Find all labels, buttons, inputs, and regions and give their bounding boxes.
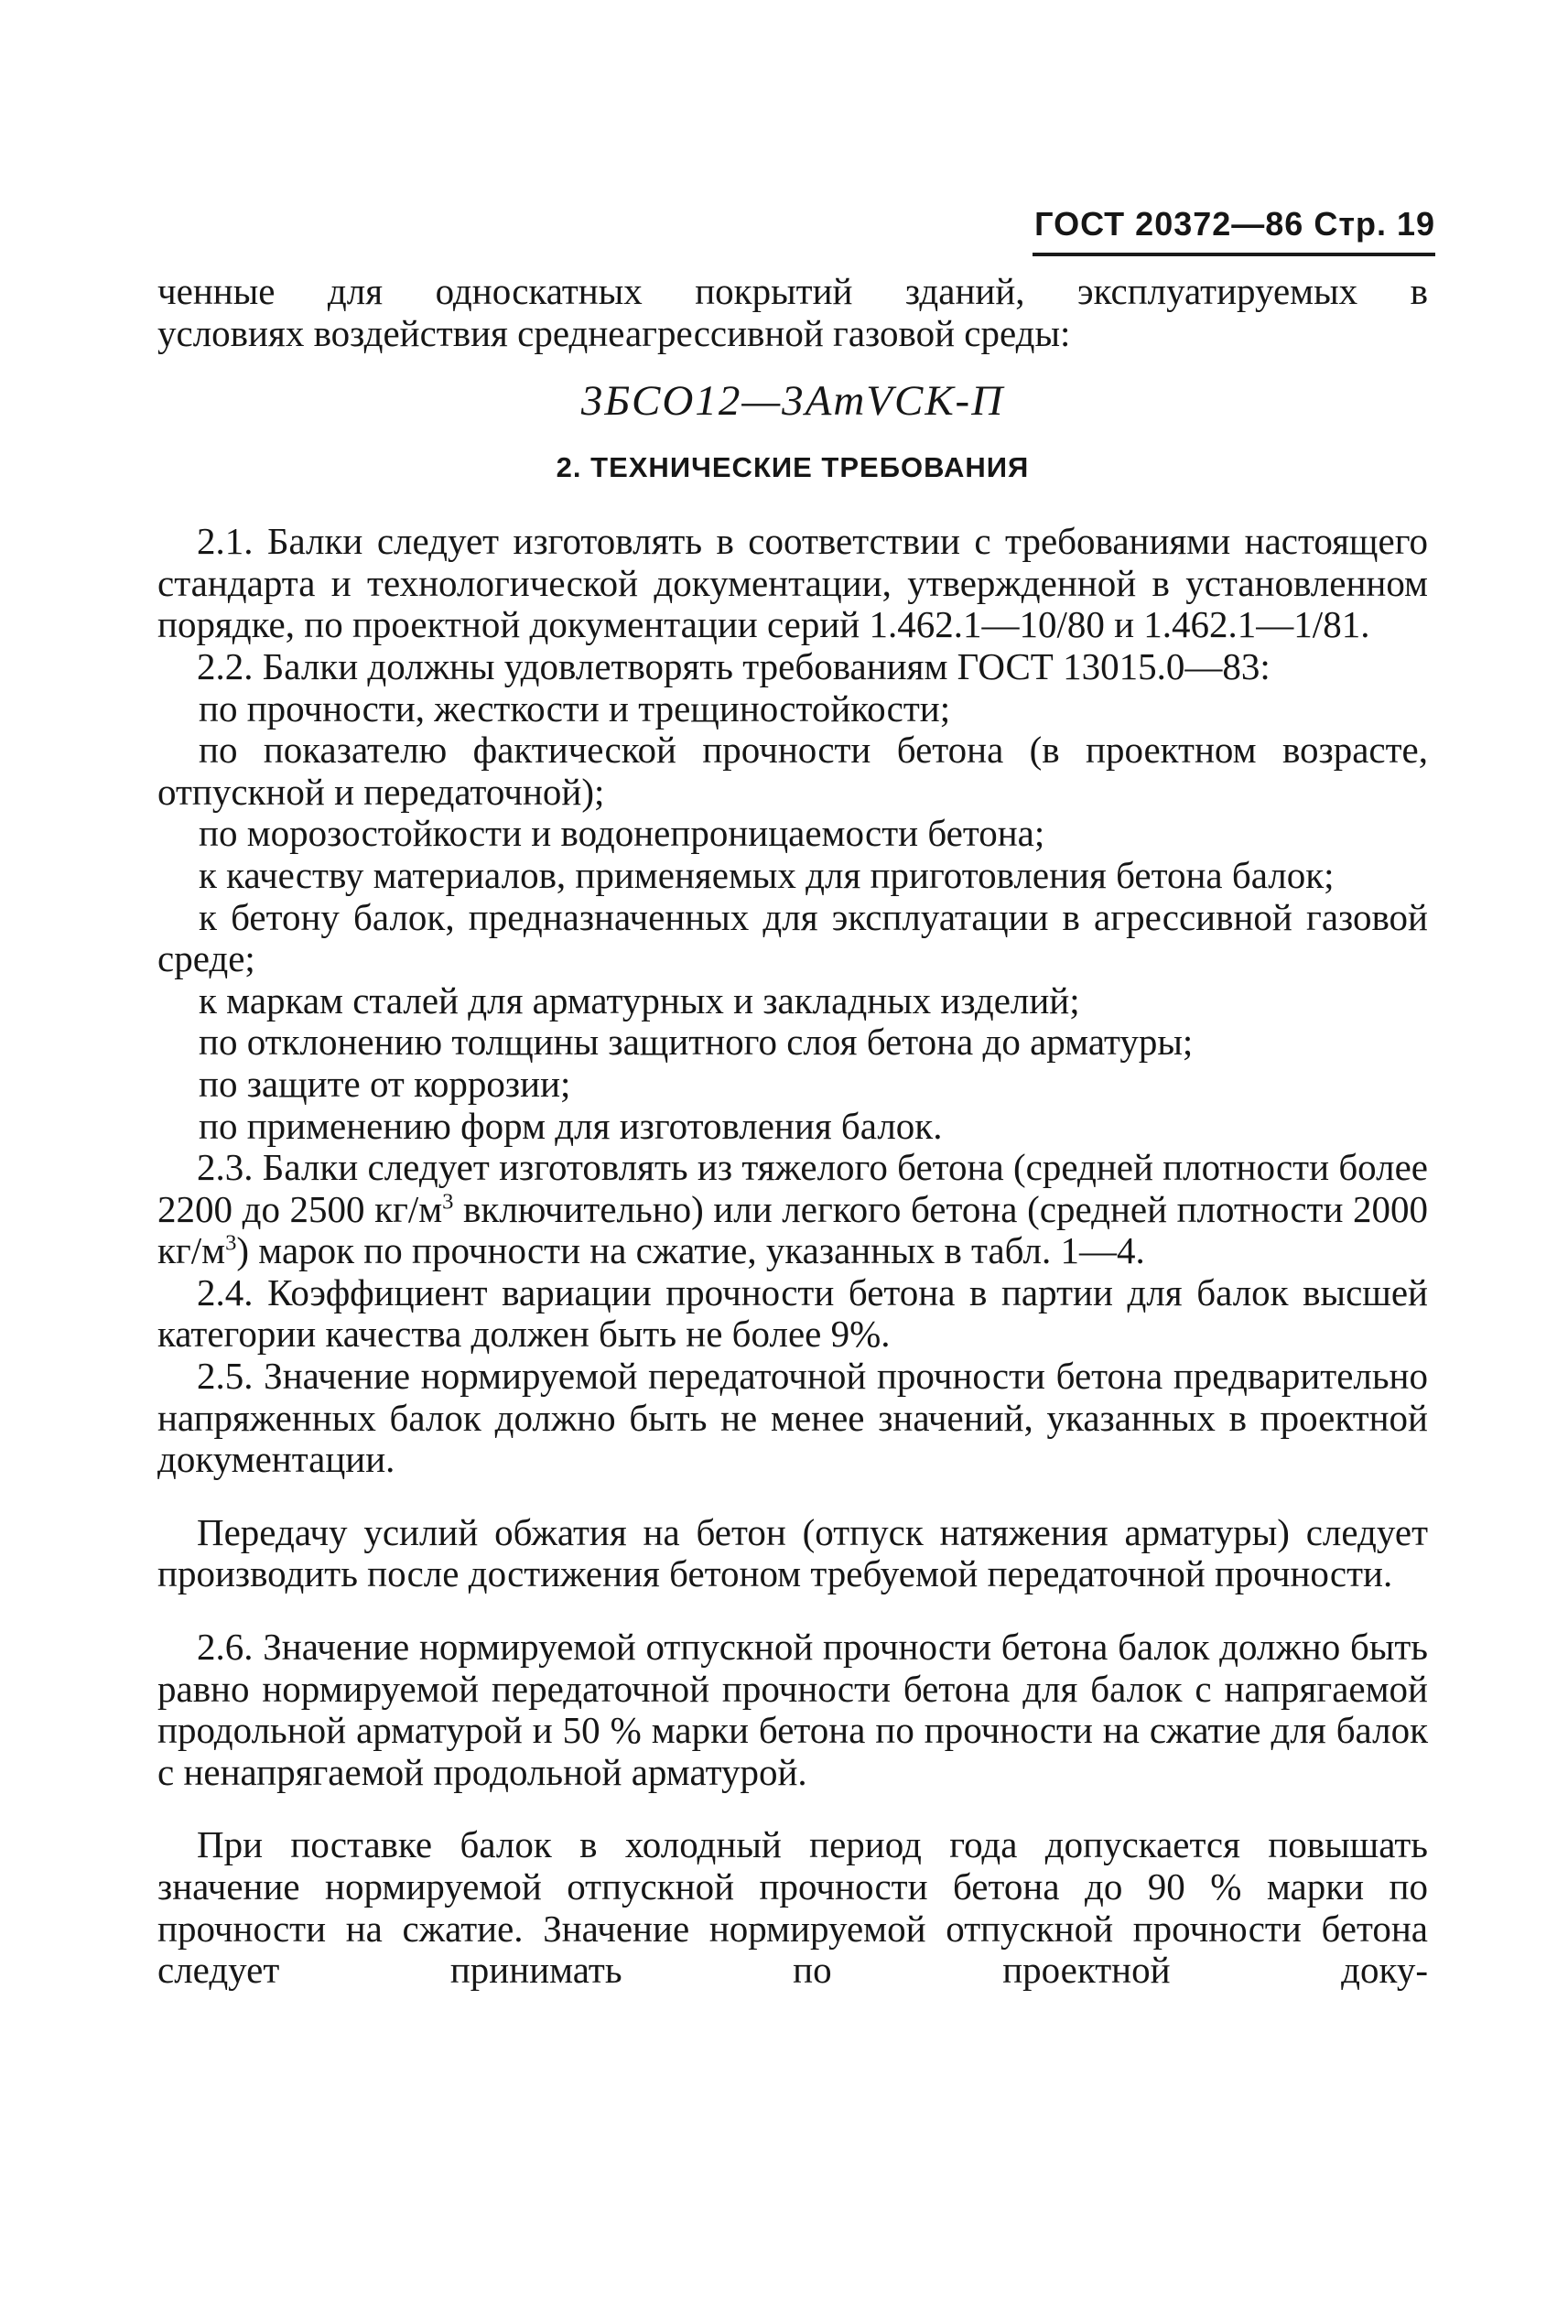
clause-2-6-continued: При поставке балок в холодный период года допускается повышать значение нормируемой отпускной прочности бетона до 90 % марки по прочности на сжатие. Значение нормируемой отпускной прочности бетона следует принимать по проектной доку- [157, 1823, 1428, 1992]
requirement-item-4: к качеству материалов, применяемых для приготовления бетона балок; [199, 853, 1335, 896]
requirement-item-5: к бетону балок, предназначенных для эксплуатации в агрессивной газовой среде; [157, 895, 1428, 980]
requirement-item-8: по защите от коррозии; [199, 1062, 571, 1105]
superscript-cubed: 3 [442, 1189, 454, 1215]
requirement-item-3: по морозостойкости и водонепроницаемости бетона; [199, 812, 1045, 855]
requirement-item-6: к маркам сталей для арматурных и закладных изделий; [199, 978, 1080, 1021]
clause-2-3-text-c: ) марок по прочности на сжатие, указанных в табл. 1—4. [236, 1229, 1145, 1272]
intro-line-1: ченные для односкатных покрытий зданий, эксплуатируемых в [157, 270, 1428, 312]
section-title: 2. ТЕХНИЧЕСКИЕ ТРЕБОВАНИЯ [556, 451, 1030, 484]
clause-2-3-text-a: 2.3. Балки следует изготовлять из тяжелого бетона (средней плотности более 2200 до 2500 кг/м [157, 1146, 1428, 1230]
clause-2-5: 2.5. Значение нормируемой передаточной прочности бетона предварительно напряженных балок должно быть не менее значений, указанных в проектной документации. [157, 1355, 1428, 1481]
clause-2-4: 2.4. Коэффициент вариации прочности бетона в партии для балок высшей категории качества должен быть не более 9%. [157, 1270, 1428, 1356]
requirement-item-7: по отклонению толщины защитного слоя бетона до арматуры; [199, 1021, 1194, 1064]
clause-2-3 [157, 1147, 1428, 1272]
clause-2-2: 2.2. Балки должны удовлетворять требованиям ГОСТ 13015.0—83: [197, 644, 1271, 687]
product-mark: 3БСО12—3АтVСК-П [580, 377, 1005, 426]
clause-2-6: 2.6. Значение нормируемой отпускной прочности бетона балок должно быть равно нормируемой передаточной прочности бетона для балок с напрягаемой продольной арматурой и 50 % марки бетона по прочности на сжатие для балок с ненапрягаемой продольной арматурой. [157, 1626, 1428, 1793]
requirement-item-9: по применению форм для изготовления балок. [199, 1104, 943, 1147]
clause-2-5-continued: Передачу усилий обжатия на бетон (отпуск натяжения арматуры) следует производить после достижения бетоном требуемой передаточной прочности. [157, 1510, 1428, 1595]
clause-2-1: 2.1. Балки следует изготовлять в соответствии с требованиями настоящего стандарта и технологической документации, утвержденной в установленном порядке, по проектной документации серий 1.462.1—10/80 и 1.462.1—1/81. [157, 520, 1428, 646]
requirement-item-1: по прочности, жесткости и трещиностойкости; [199, 686, 951, 730]
page-header: ГОСТ 20372—86 Стр. 19 [1034, 205, 1435, 243]
superscript-cubed: 3 [225, 1230, 237, 1256]
clause-2-3-text-b: включительно) или легкого бетона (средней плотности 2000 кг/м [157, 1187, 1428, 1272]
document-body [157, 271, 1428, 1992]
requirement-item-2: по показателю фактической прочности бетона (в проектном возрасте, отпускной и передаточной); [157, 729, 1428, 813]
header-rule [1033, 253, 1435, 256]
intro-line-2: условиях воздействия среднеагрессивной газовой среды: [157, 311, 1071, 354]
